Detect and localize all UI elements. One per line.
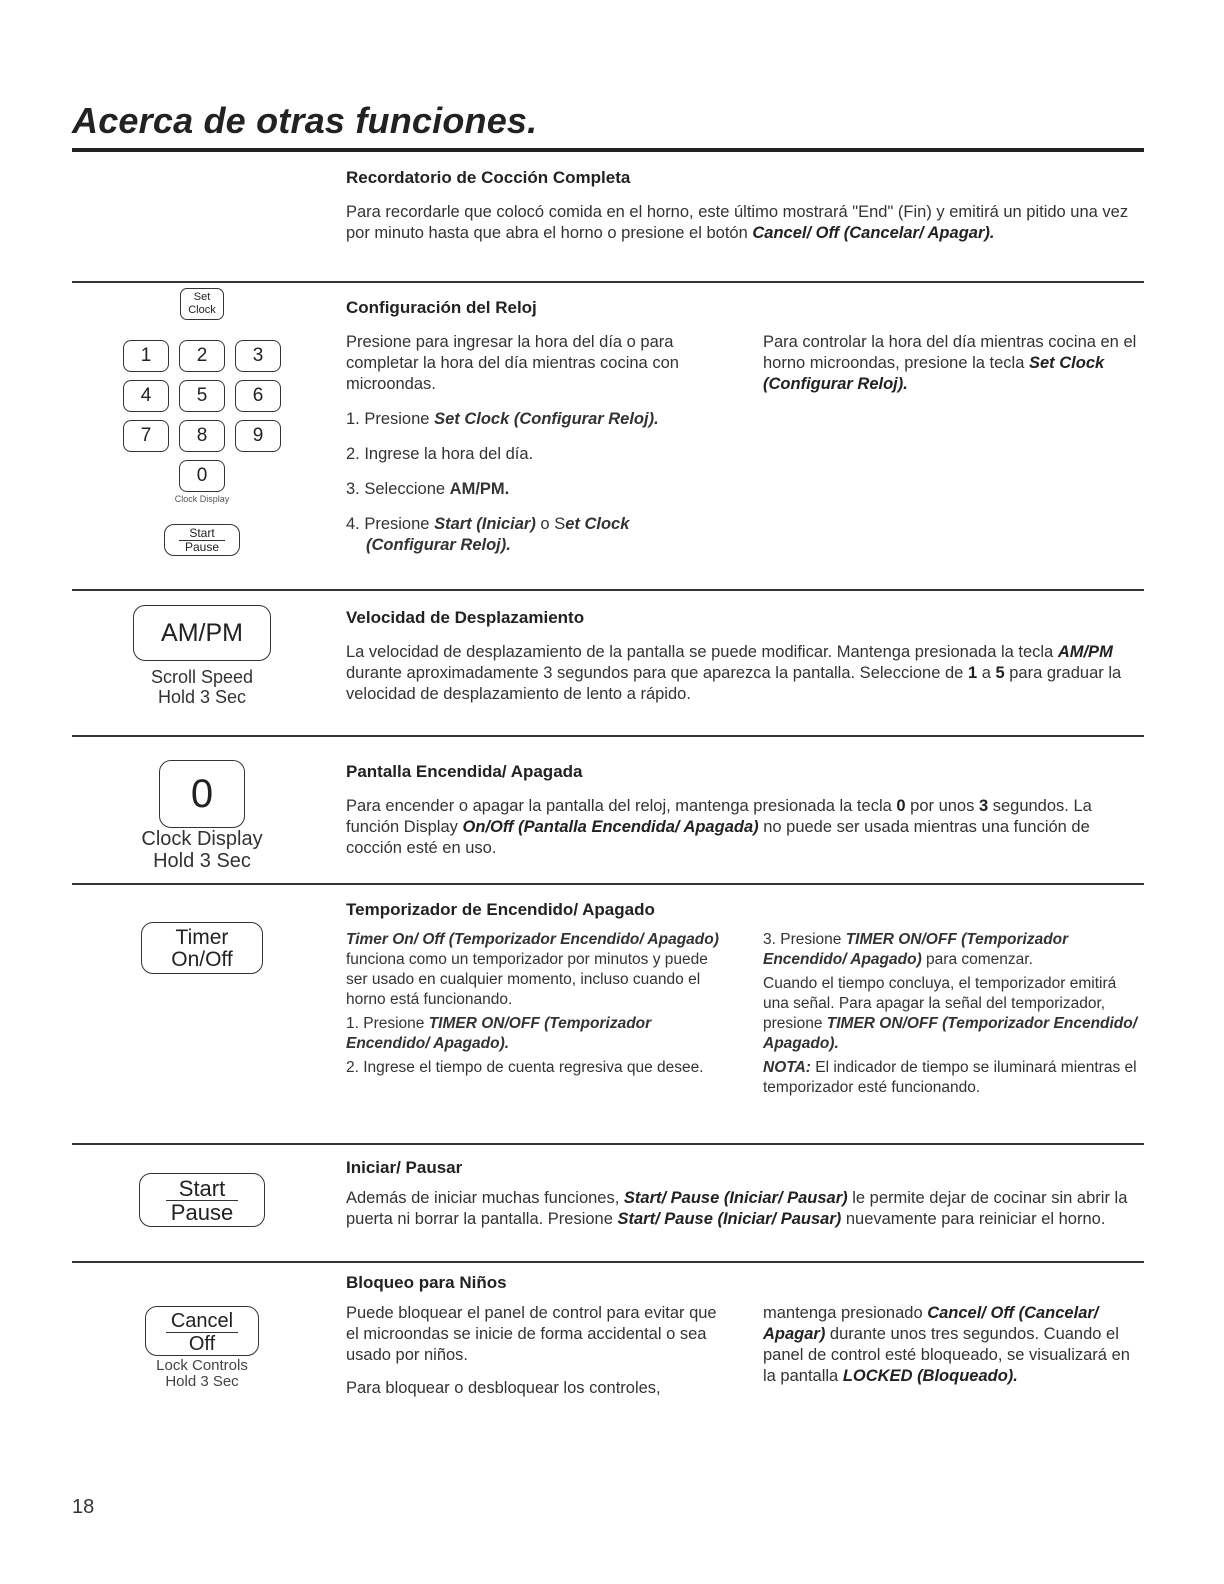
section-text: La velocidad de desplazamiento de la pantalla se puede modificar. Mantenga presionada la tecla AM/PM durante aproximadamente 3 segundos para que aparezca la pantalla. Seleccione de 1 a 5 para graduar la velocidad de desplazamiento de lento a rápido. <box>346 643 1122 703</box>
timer-intro: Timer On/ Off (Temporizador Encendido/ Apagado) funciona como un temporizador por minutos y puede ser usado en cualquier momento, incluso cuando el horno está funcionando. <box>346 931 719 1008</box>
start-pause-key: Start Pause <box>164 524 240 556</box>
section-text: Para recordarle que colocó comida en el horno, este último mostrará "End" (Fin) y emitirá un pitido una vez por minuto hasta que abra el horno o presione el botón Cancel/ Off (Cancelar/ Apagar). <box>346 203 1129 242</box>
number-pad <box>72 340 332 504</box>
digit-key: 1 <box>123 340 169 372</box>
section-display-on-off <box>346 762 1144 859</box>
timer-note: NOTA: El indicador de tiempo se iluminará mientras el temporizador esté funcionando. <box>763 1059 1137 1096</box>
divider <box>72 735 1144 737</box>
title-rule <box>72 148 1144 152</box>
step-2: 2. Ingrese la hora del día. <box>346 445 534 463</box>
hold-caption: Hold 3 Sec <box>165 1373 239 1390</box>
right-text: Para controlar la hora del día mientras cocina en el horno microondas, presione la tecla Set Clock (Configurar Reloj). <box>763 333 1137 393</box>
timer-key: Timer On/Off <box>141 922 263 974</box>
digit-key: 8 <box>179 420 225 452</box>
digit-key: 6 <box>235 380 281 412</box>
set-clock-key: Set Clock <box>180 288 224 320</box>
divider <box>72 281 1144 283</box>
digit-key: 7 <box>123 420 169 452</box>
child-lock-left-text-2: Para bloquear o desbloquear los controles, <box>346 1379 661 1397</box>
digit-key: 4 <box>123 380 169 412</box>
cancel-off-illustration <box>72 1306 332 1390</box>
child-lock-left-text: Puede bloquear el panel de control para evitar que el microondas se inicie de forma accidental o sea usado por niños. <box>346 1304 717 1364</box>
section-set-clock <box>346 298 1144 556</box>
section-cooking-reminder <box>346 168 1144 244</box>
clock-display-illustration <box>72 760 332 872</box>
step-3: 3. Seleccione AM/PM. <box>346 480 510 498</box>
scroll-speed-caption: Scroll Speed <box>150 667 254 687</box>
digit-key: 2 <box>179 340 225 372</box>
divider <box>72 1143 1144 1145</box>
section-heading: Bloqueo para Niños <box>346 1273 507 1292</box>
intro-text: Presione para ingresar la hora del día o para completar la hora del día mientras cocina con microondas. <box>346 333 679 393</box>
section-heading: Pantalla Encendida/ Apagada <box>346 762 583 781</box>
step-4: 4. Presione Start (Iniciar) o Set Clock (Configurar Reloj). <box>346 515 630 554</box>
section-heading: Recordatorio de Cocción Completa <box>346 168 631 187</box>
timer-done-text: Cuando el tiempo concluya, el temporizador emitirá una señal. Para apagar la señal del temporizador, presione TIMER ON/OFF (Temporizador Encendido/ Apagado). <box>763 975 1138 1052</box>
keypad-illustration <box>72 288 332 556</box>
digit-key: 3 <box>235 340 281 372</box>
page-number: 18 <box>72 1496 95 1518</box>
ampm-illustration <box>72 605 332 707</box>
section-heading: Temporizador de Encendido/ Apagado <box>346 900 655 919</box>
start-pause-illustration <box>72 1173 332 1227</box>
digit-key: 5 <box>179 380 225 412</box>
divider <box>72 1261 1144 1263</box>
timer-illustration <box>72 922 332 974</box>
divider <box>72 589 1144 591</box>
section-text: Además de iniciar muchas funciones, Start/ Pause (Iniciar/ Pausar) le permite dejar de cocinar sin abrir la puerta ni borrar la pantalla. Presione Start/ Pause (Iniciar/ Pausar) nuevamente para reiniciar el horno. <box>346 1189 1128 1228</box>
hold-caption: Hold 3 Sec <box>157 687 247 707</box>
clock-display-caption: Clock Display <box>174 494 230 504</box>
hold-caption: Hold 3 Sec <box>153 850 251 872</box>
ampm-key: AM/PM <box>133 605 271 661</box>
step-1: 1. Presione Set Clock (Configurar Reloj). <box>346 410 659 428</box>
step-3: 3. Presione TIMER ON/OFF (Temporizador Encendido/ Apagado) para comenzar. <box>763 931 1069 968</box>
cancel-off-key: Cancel Off <box>145 1306 259 1356</box>
clock-display-caption: Clock Display <box>141 828 263 850</box>
section-heading: Iniciar/ Pausar <box>346 1158 463 1177</box>
child-lock-right-text: mantenga presionado Cancel/ Off (Cancelar/ Apagar) durante unos tres segundos. Cuando el panel de control esté bloqueado, se visualizará en la pantalla LOCKED (Bloqueado). <box>763 1304 1130 1385</box>
zero-key: 0 <box>159 760 245 828</box>
step-2: 2. Ingrese el tiempo de cuenta regresiva que desee. <box>346 1059 704 1076</box>
section-scroll-speed <box>346 608 1144 705</box>
step-1: 1. Presione TIMER ON/OFF (Temporizador Encendido/ Apagado). <box>346 1015 652 1052</box>
divider <box>72 883 1144 885</box>
section-start-pause <box>346 1158 1144 1230</box>
section-heading: Configuración del Reloj <box>346 298 537 317</box>
section-timer <box>346 900 1144 1098</box>
section-child-lock <box>346 1273 1144 1399</box>
start-pause-key: Start Pause <box>139 1173 265 1227</box>
section-heading: Velocidad de Desplazamiento <box>346 608 585 627</box>
section-text: Para encender o apagar la pantalla del reloj, mantenga presionada la tecla 0 por unos 3 segundos. La función Display On/Off (Pantalla Encendida/ Apagada) no puede ser usada mientras una función de cocción esté en uso. <box>346 797 1092 857</box>
lock-controls-caption: Lock Controls <box>156 1357 248 1374</box>
digit-key: 9 <box>235 420 281 452</box>
digit-key: 0 <box>179 460 225 492</box>
page-title: Acerca de otras funciones. <box>72 100 538 141</box>
